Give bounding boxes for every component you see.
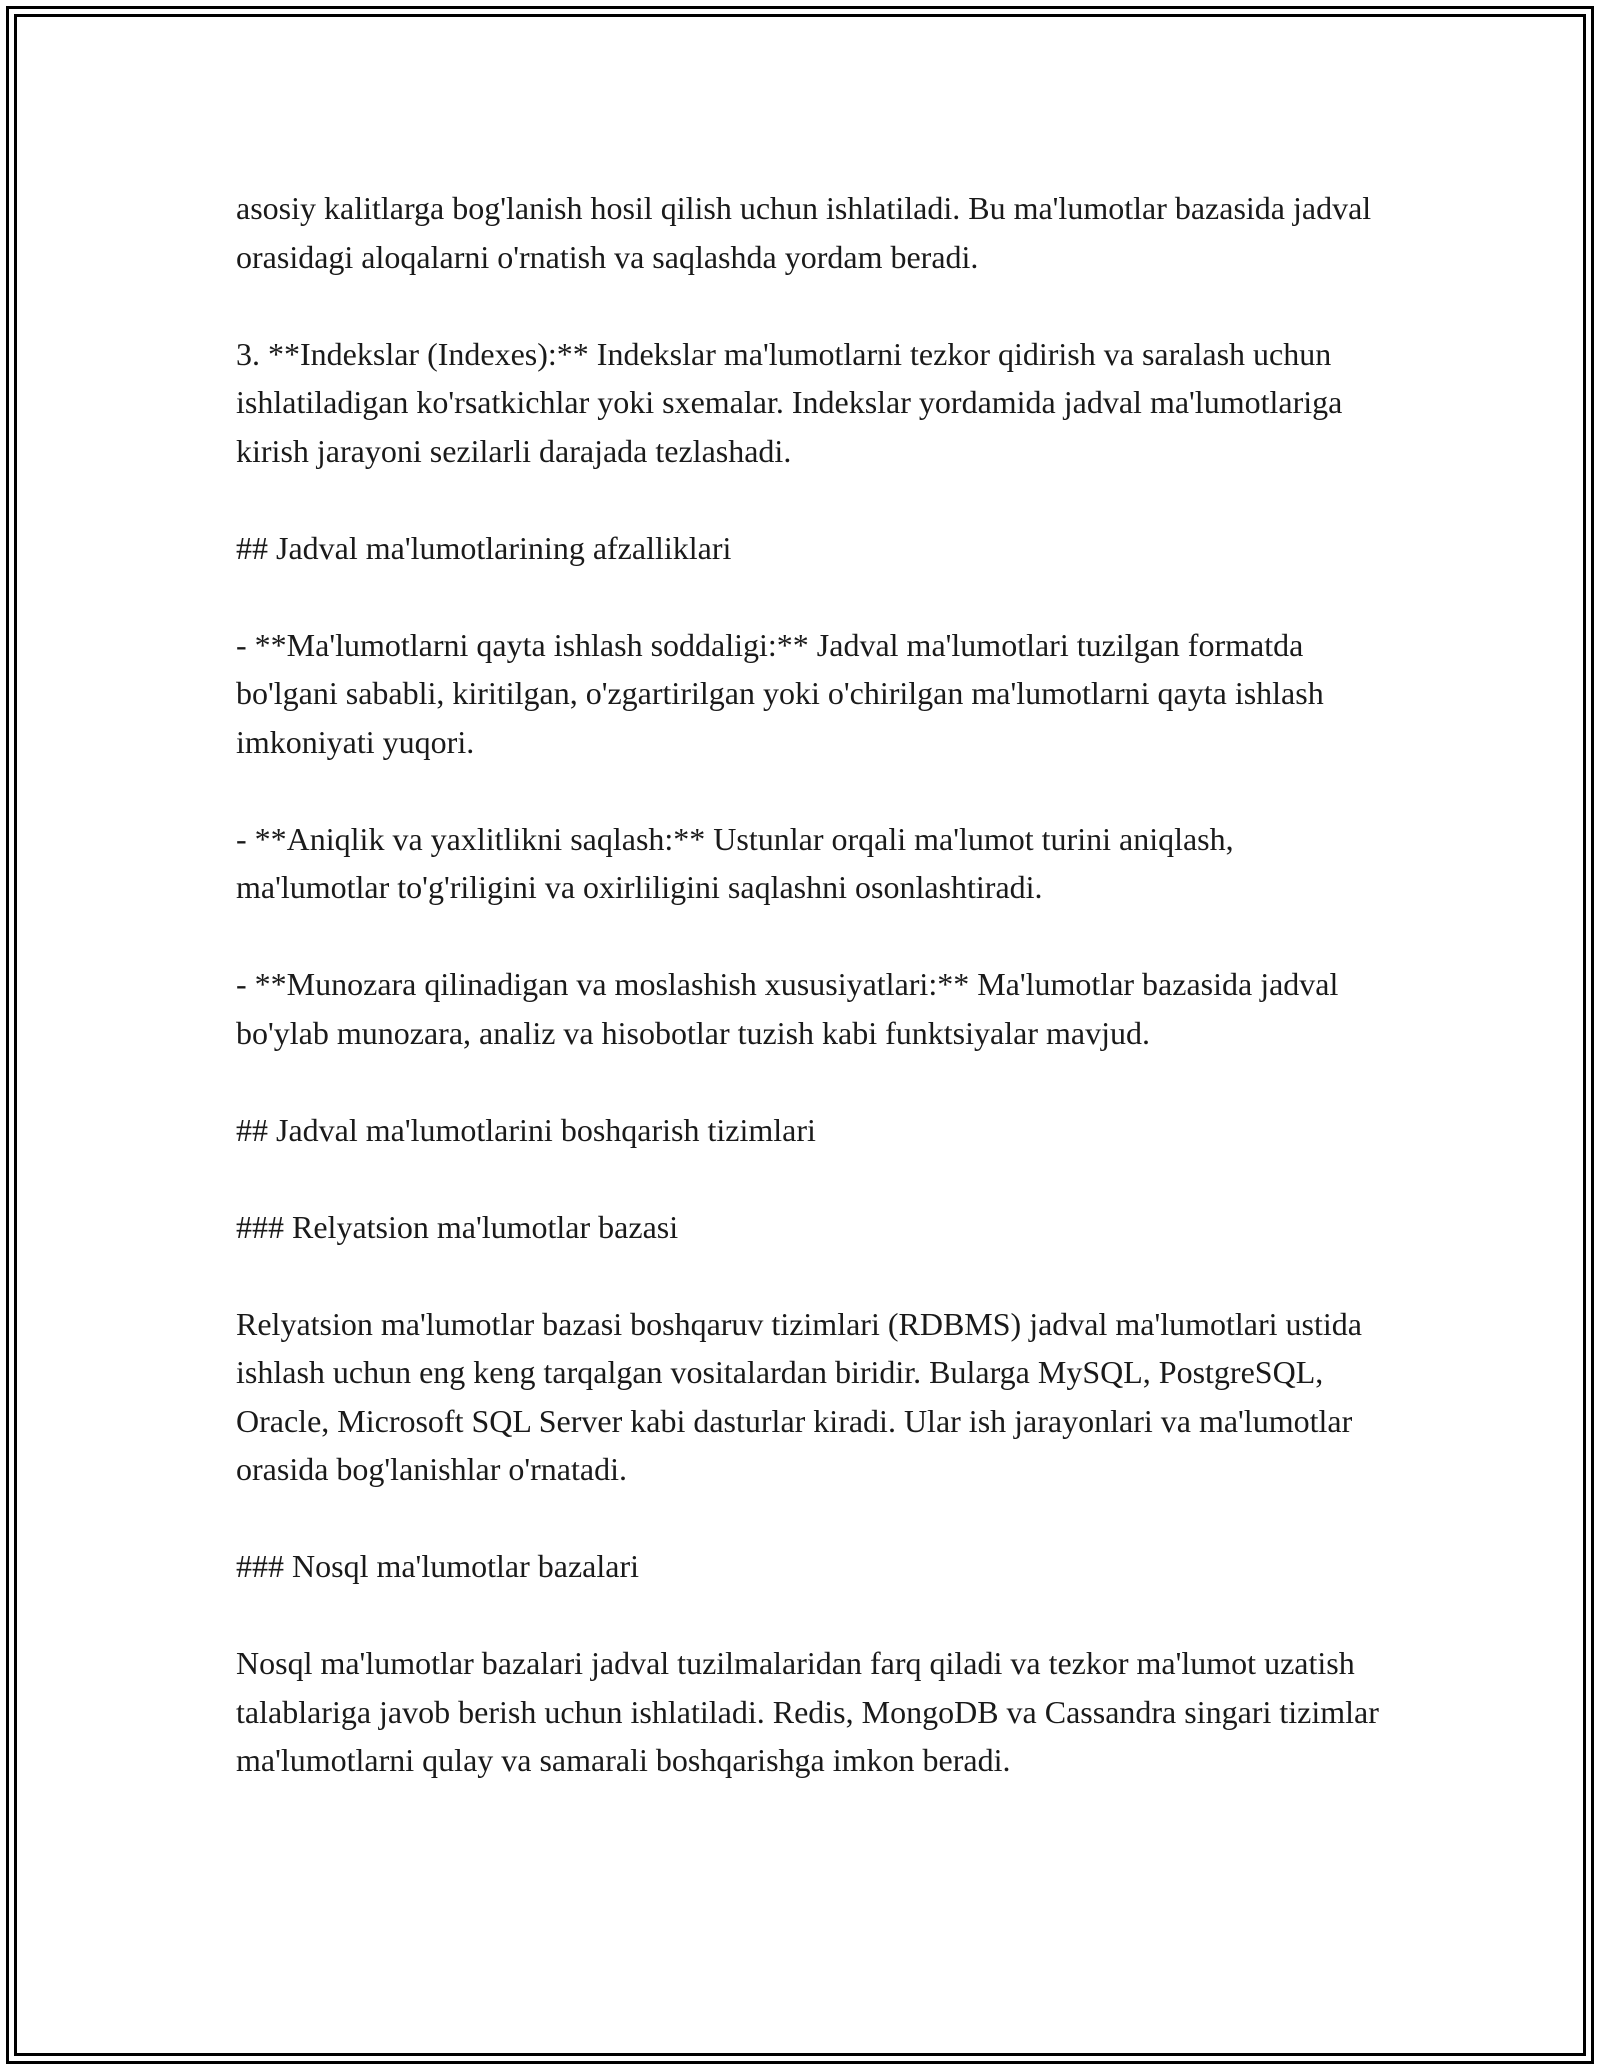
subheading-relational-database: ### Relyatsion ma'lumotlar bazasi xyxy=(236,1208,679,1245)
paragraph-foreign-key-continuation: asosiy kalitlarga bog'lanish hosil qilish uchun ishlatiladi. Bu ma'lumotlar bazasida jadval orasidagi aloqalarni o'rnatish va saqlashda yordam beradi. xyxy=(236,190,1372,275)
heading-advantages: ## Jadval ma'lumotlarining afzalliklari xyxy=(236,529,732,566)
subheading-nosql-databases: ### Nosql ma'lumotlar bazalari xyxy=(236,1548,639,1584)
paragraph-rdbms: Relyatsion ma'lumotlar bazasi boshqaruv tizimlari (RDBMS) jadval ma'lumotlari ustida ishlash uchun eng keng tarqalgan vositalardan biridir. Bularga MySQL, PostgreSQL, Oracle, Microsoft SQL Server kabi dasturlar kiradi. Ular ish jarayonlari va ma'lumotlar orasida bog'lanishlar o'rnatadi. xyxy=(236,1305,1362,1487)
paragraph-indexes: 3. **Indekslar (Indexes):** Indekslar ma'lumotlarni tezkor qidirish va saralash uchun ishlatiladigan ko'rsatkichlar yoki sxemalar. Indekslar yordamida jadval ma'lumotlariga kirish jarayoni sezilarli darajada tezlashadi. xyxy=(236,335,1343,469)
list-item-processing-simplicity: - **Ma'lumotlarni qayta ishlash soddaligi:** Jadval ma'lumotlari tuzilgan formatda bo'lgani sababli, kiritilgan, o'zgartirilgan yoki o'chirilgan ma'lumotlarni qayta ishlash imkoniyati yuqori. xyxy=(236,626,1324,760)
list-item-accuracy-integrity: - **Aniqlik va yaxlitlikni saqlash:** Ustunlar orqali ma'lumot turini aniqlash, ma'lumotlar to'g'riligini va oxirliligini saqlashni osonlashtiradi. xyxy=(236,820,1234,905)
heading-management-systems: ## Jadval ma'lumotlarini boshqarish tizimlari xyxy=(236,1111,816,1148)
document-body xyxy=(236,184,1386,1785)
paragraph-nosql: Nosql ma'lumotlar bazalari jadval tuzilmalaridan farq qiladi va tezkor ma'lumot uzatish talablariga javob berish uchun ishlatiladi. Redis, MongoDB va Cassandra singari tizimlar ma'lumotlarni qulay va samarali boshqarishga imkon beradi. xyxy=(236,1645,1379,1778)
list-item-discussion-adaptation: - **Munozara qilinadigan va moslashish xususiyatlari:** Ma'lumotlar bazasida jadval bo'ylab munozara, analiz va hisobotlar tuzish kabi funktsiyalar mavjud. xyxy=(236,966,1339,1051)
